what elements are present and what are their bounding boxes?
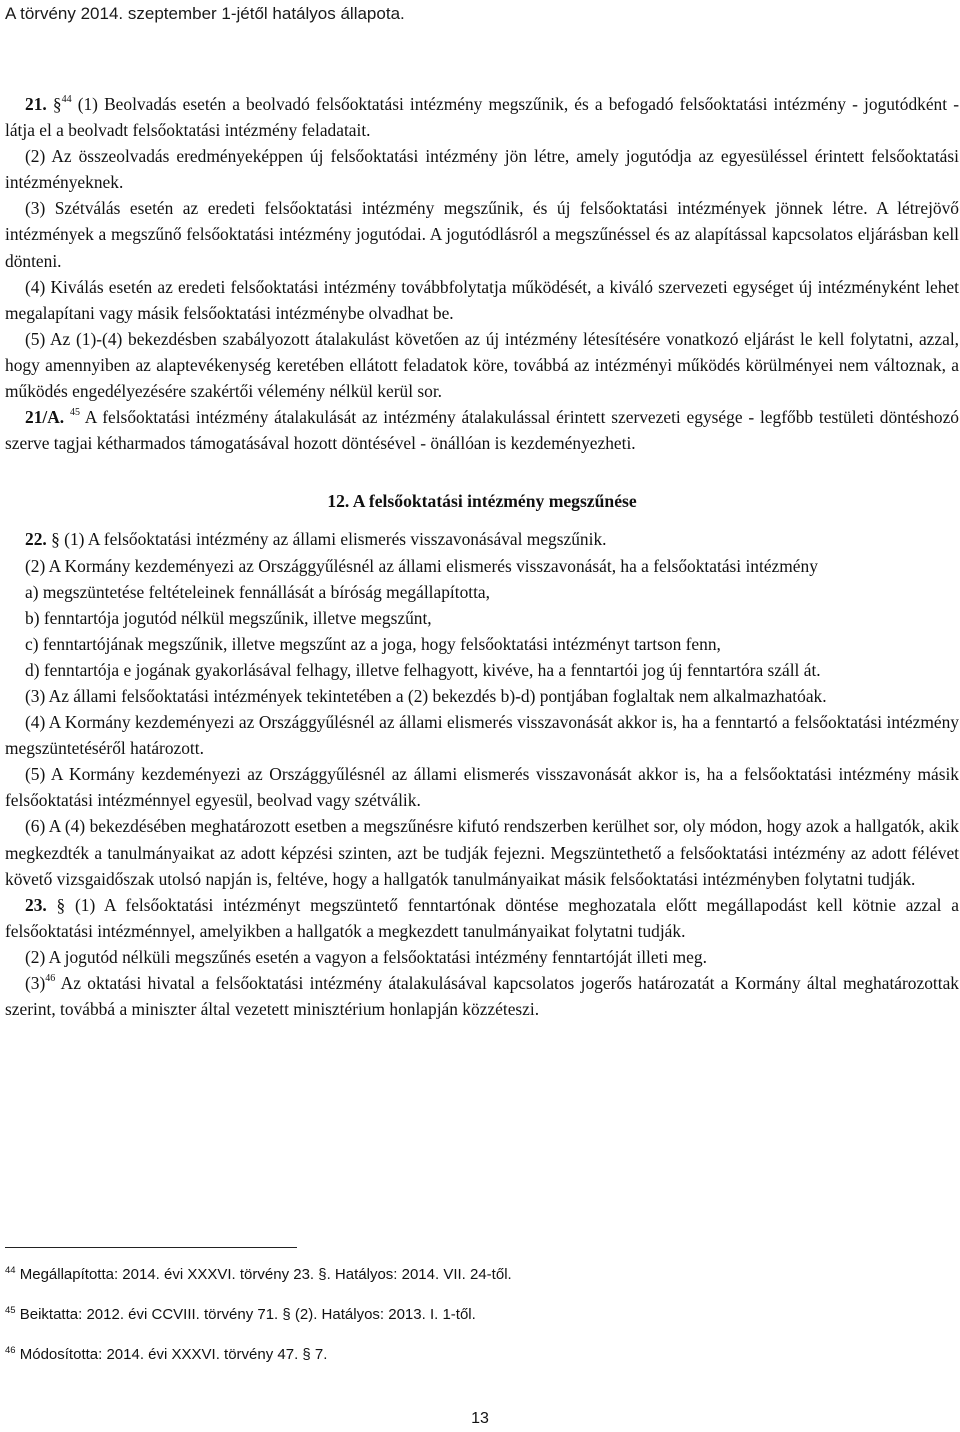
footnote-divider [5,1247,297,1248]
footnote-44 [5,1265,945,1285]
footnote-text: Megállapította: 2014. évi XXXVI. törvény 23. §. Hatályos: 2014. VII. 24-től. [15,1266,512,1283]
paragraph-21-2: (2) Az összeolvadás eredményeképpen új felsőoktatási intézmény jön létre, amely jogutódja az egyesüléssel érintett felsőoktatási intézményeknek. [5,146,959,193]
section-number: 23. [25,894,47,915]
list-item-c: c) fenntartójának megszűnik, illetve megszűnt az a joga, hogy felsőoktatási intézményt tartson fenn, [25,633,721,654]
footnote-ref-44[interactable]: 44 [61,94,72,105]
list-item-b: b) fenntartója jogutód nélkül megszűnik, illetve megszűnt, [25,607,432,628]
paragraph-21-1 [5,91,959,143]
list-item-d: d) fenntartója e jogának gyakorlásával felhagy, illetve felhagyott, kivéve, ha a fenntartói jog új fenntartóra száll át. [25,659,821,680]
paragraph-21-3: (3) Szétválás esetén az eredeti felsőoktatási intézmény megszűnik, és új felsőoktatási intézmények jönnek létre. A létrejövő intézmények a megszűnő felsőoktatási intézmény jogutódai. A jogutódlásról a megszűnéssel és az alapítással kapcsolatos eljárásban kell dönteni. [5,198,959,271]
section-heading: 12. A felsőoktatási intézmény megszűnése [327,491,637,512]
paragraph-21-5: (5) Az (1)-(4) bekezdésben szabályozott átalakulást követően az új intézmény létesítésére vonatkozó eljárást le kell folytatni, azzal, hogy amennyiben az alaptevékenység keretében ellátott feladatok köre, továbbá az intézményi működés körülményei nem változnak, a működés engedélyezésére szakértői vélemény nélkül kerül sor. [5,328,959,402]
footnote-number: 44 [5,1265,16,1276]
footnote-46 [5,1345,945,1365]
law-text-body [5,65,959,1022]
paragraph-22-5: (5) A Kormány kezdeményezi az Országgyűlésnél az állami elismerés visszavonását akkor is, ha a felsőoktatási intézmény másik felsőoktatási intézménnyel egyesül, beolvad vagy szétválik. [5,764,959,811]
paragraph-prefix: (3) [25,973,46,993]
paragraph-22-1 [5,526,959,552]
section-number: 21/A. [25,407,65,428]
paragraph-text: (1) A felsőoktatási intézményt megszüntető fenntartónak döntése meghozatala előtt megállapodást kell kötnie azzal a felsőoktatási intézménnyel, amelyikben a hallgatók a megkezdett tanulmányaikat folytatni tudják. [5,894,959,941]
section-number: 22. [25,529,47,550]
page-header: A törvény 2014. szeptember 1-jétől hatályos állapota. [5,4,405,23]
paragraph-text: (1) Beolvadás esetén a beolvadó felsőoktatási intézmény megszűnik, és a befogadó felsőoktatási intézmény - jogutódként - látja el a beolvadt felsőoktatási intézmény feladatait. [5,94,959,141]
footnote-text: Beiktatta: 2012. évi CCVIII. törvény 71. § (2). Hatályos: 2013. I. 1-től. [15,1306,476,1323]
paragraph-text: Az oktatási hivatal a felsőoktatási intézmény átalakulásával kapcsolatos jogerős határozatát a Kormány által meghatározottak szerint, továbbá a miniszter által vezetett minisztérium honlapján közzéteszi. [5,973,959,1020]
section-number: 21. [25,94,47,114]
paragraph-text: A felsőoktatási intézmény átalakulását az intézmény átalakulással érintett szervezeti egysége - legfőbb testületi döntéshozó szerve tagjai kétharmados támogatásával hozott döntésével - önállóan is kezdeményezheti. [5,407,959,454]
paragraph-23-2: (2) A jogutód nélküli megszűnés esetén a vagyon a felsőoktatási intézmény fenntartóját illeti meg. [25,946,707,967]
page-number: 13 [471,1410,489,1427]
paragraph-21a [5,404,959,456]
paragraph-23-3 [5,970,959,1022]
spacer [5,65,959,91]
paragraph-21-4: (4) Kiválás esetén az eredeti felsőoktatási intézmény továbbfolytatja működését, a kiváló szervezeti egységet új intézményként lehet megalapítani vagy másik felsőoktatási intézménybe olvadhat be. [5,276,959,323]
section-sign: § [52,94,62,114]
footnote-number: 46 [5,1345,16,1356]
footnote-ref-45[interactable]: 45 [69,407,80,419]
paragraph-22-3: (3) Az állami felsőoktatási intézmények tekintetében a (2) bekezdés b)-d) pontjában foglaltak nem alkalmazhatóak. [25,685,827,706]
section-sign: § [56,894,66,915]
footnote-number: 45 [5,1305,16,1316]
paragraph-text: (1) A felsőoktatási intézmény az állami elismerés visszavonásával megszűnik. [59,529,607,550]
paragraph-22-2: (2) A Kormány kezdeményezi az Országgyűlésnél az állami elismerés visszavonását, ha a felsőoktatási intézmény [25,555,818,576]
spacer [5,456,959,482]
section-sign: § [51,529,60,550]
paragraph-23-1 [5,892,959,944]
footnotes [5,1265,945,1385]
paragraph-22-6: (6) A (4) bekezdésében meghatározott esetben a megszűnésre kifutó rendszerben kerülhet sor, oly módon, hogy azok a hallgatók, akik megkezdték a tanulmányaikat az adott képzési szinten, azt be tudják fejezni. Megszüntethető a felsőoktatási intézmény az adott félévet követő vizsgaidőszak utolsó napján is, feltéve, hogy a hallgatók tanulmányaikat másik felsőoktatási intézményben folytatni tudják. [5,816,959,889]
paragraph-22-4: (4) A Kormány kezdeményezi az Országgyűlésnél az állami elismerés visszavonását akkor is, ha a fenntartó a felsőoktatási intézmény megszüntetéséről határozott. [5,712,959,759]
footnote-45 [5,1305,945,1325]
list-item-a: a) megszüntetése feltételeinek fennállását a bíróság megállapította, [25,581,490,602]
footnote-text: Módosította: 2014. évi XXXVI. törvény 47. § 7. [15,1346,328,1363]
footnote-ref-46[interactable]: 46 [45,973,56,984]
